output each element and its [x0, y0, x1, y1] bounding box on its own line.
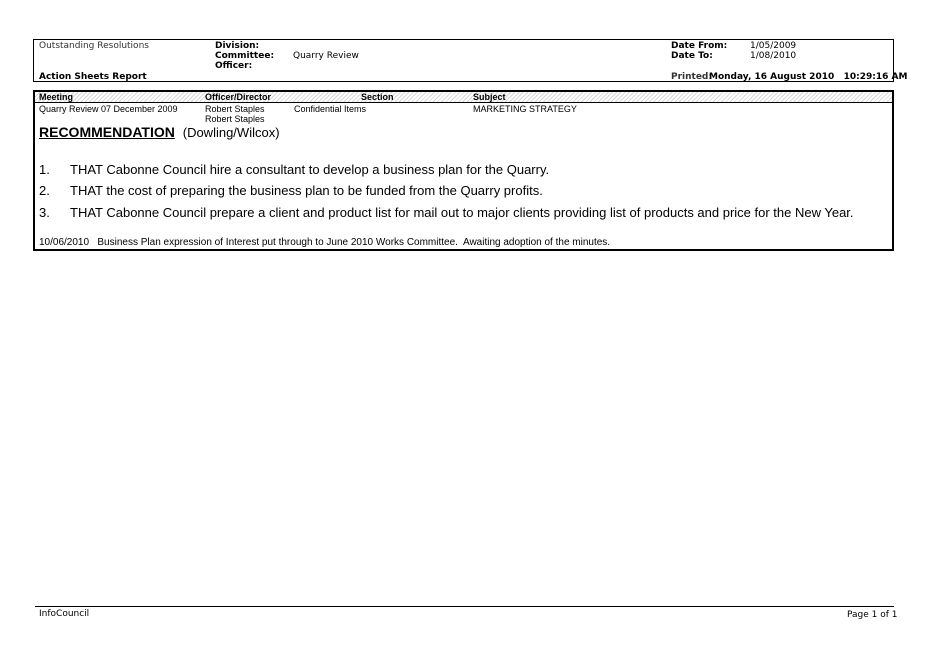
record-section: Confidential Items — [294, 104, 367, 114]
action-note: 10/06/2010 Business Plan expression of Interest put through to June 2010 Works Committee. Awaiting adoption of the minutes. — [39, 237, 611, 248]
printed-value: Monday, 16 August 2010 10:29:16 AM — [709, 72, 908, 82]
column-header-bar — [35, 92, 892, 103]
division-label: Division: — [215, 41, 260, 51]
recommendation-item — [39, 205, 854, 220]
footer-page-number: Page 1 of 1 — [847, 610, 898, 620]
recommendation-movers: (Dowling/Wilcox) — [182, 125, 280, 140]
item-text: THAT Cabonne Council hire a consultant to develop a business plan for the Quarry. — [70, 162, 550, 177]
record-officer: Robert Staples — [205, 104, 265, 114]
col-officer: Officer/Director — [205, 92, 272, 102]
record-meeting: Quarry Review 07 December 2009 — [39, 104, 178, 114]
printed-label: Printed: — [671, 72, 712, 82]
footer-divider — [35, 606, 894, 607]
item-text: THAT Cabonne Council prepare a client and product list for mail out to major clients providing list of products and price for the New Year. — [70, 205, 854, 220]
committee-value: Quarry Review — [293, 51, 359, 61]
recommendation-heading-row — [39, 124, 280, 140]
date-from-label: Date From: — [671, 41, 728, 51]
date-to-value: 1/08/2010 — [750, 51, 797, 61]
recommendation-item — [39, 183, 543, 198]
date-from-value: 1/05/2009 — [750, 41, 797, 51]
officer-label: Officer: — [215, 61, 253, 71]
item-number: 1. — [39, 162, 50, 177]
col-section: Section — [361, 92, 394, 102]
recommendation-item — [39, 162, 549, 177]
record-director: Robert Staples — [205, 114, 265, 124]
item-text: THAT the cost of preparing the business plan to be funded from the Quarry profits. — [70, 183, 543, 198]
report-type: Outstanding Resolutions — [39, 41, 149, 51]
footer-app-name: InfoCouncil — [39, 609, 90, 619]
col-subject: Subject — [473, 92, 506, 102]
item-number: 3. — [39, 205, 50, 220]
report-title: Action Sheets Report — [39, 72, 147, 82]
committee-label: Committee: — [215, 51, 275, 61]
record-subject: MARKETING STRATEGY — [473, 104, 577, 114]
date-to-label: Date To: — [671, 51, 713, 61]
item-number: 2. — [39, 183, 50, 198]
recommendation-heading: RECOMMENDATION — [39, 124, 175, 140]
col-meeting: Meeting — [39, 92, 74, 102]
